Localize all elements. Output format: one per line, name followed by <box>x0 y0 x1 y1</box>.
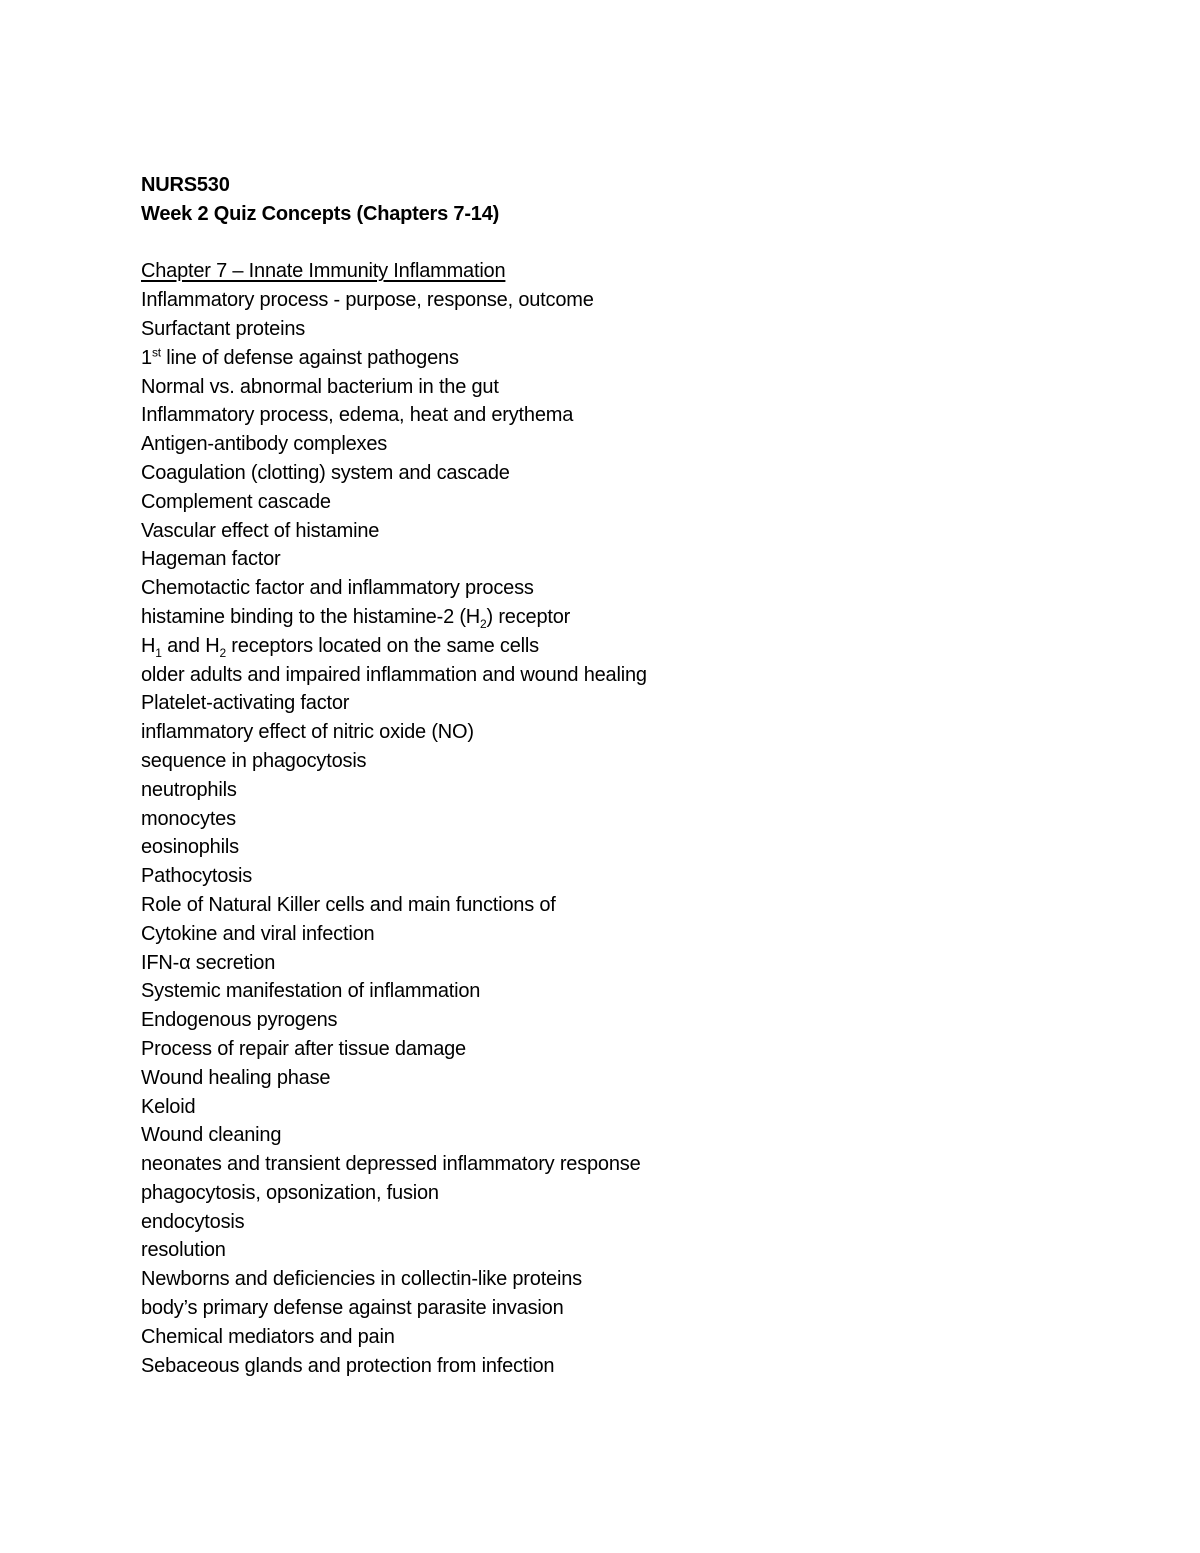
list-item: Newborns and deficiencies in collectin-like proteins <box>141 1268 582 1291</box>
list-item: Role of Natural Killer cells and main functions of <box>141 893 556 916</box>
list-item: Chemotactic factor and inflammatory process <box>141 577 534 600</box>
item-text: H <box>141 634 156 657</box>
list-item: eosinophils <box>141 836 239 859</box>
list-item: neutrophils <box>141 778 237 801</box>
item-text: line of defense against pathogens <box>160 346 459 369</box>
list-item: sequence in phagocytosis <box>141 749 367 772</box>
list-item: neonates and transient depressed inflammatory response <box>141 1153 641 1176</box>
list-item: Surfactant proteins <box>141 317 306 340</box>
subscript: 2 <box>480 616 487 631</box>
item-text: ) receptor <box>486 605 571 628</box>
list-item: Inflammatory process, edema, heat and erythema <box>141 404 574 427</box>
list-item: Pathocytosis <box>141 865 252 888</box>
item-text: and H <box>161 634 220 657</box>
list-item: Systemic manifestation of inflammation <box>141 980 481 1003</box>
list-item: inflammatory effect of nitric oxide (NO) <box>141 721 474 744</box>
list-item: Antigen-antibody complexes <box>141 433 388 456</box>
list-item: Chemical mediators and pain <box>141 1325 395 1348</box>
list-item: endocytosis <box>141 1210 245 1233</box>
subscript: 2 <box>219 645 226 660</box>
subscript: 1 <box>155 645 162 660</box>
item-text: receptors located on the same cells <box>225 634 539 657</box>
list-item: Complement cascade <box>141 490 331 513</box>
list-item: Vascular effect of histamine <box>141 519 380 542</box>
list-item: phagocytosis, opsonization, fusion <box>141 1181 439 1204</box>
list-item <box>141 603 1121 632</box>
chapter-heading: Chapter 7 – Innate Immunity Inflammation <box>141 260 506 283</box>
list-item: Keloid <box>141 1095 196 1118</box>
list-item: body’s primary defense against parasite invasion <box>141 1297 564 1320</box>
spacer <box>141 229 1121 258</box>
list-item: Endogenous pyrogens <box>141 1009 338 1032</box>
list-item: Cytokine and viral infection <box>141 922 375 945</box>
list-item: Sebaceous glands and protection from infection <box>141 1354 555 1377</box>
list-item <box>141 344 1121 373</box>
ordinal-suffix: st <box>151 345 161 360</box>
document-page <box>141 171 1121 1380</box>
list-item: resolution <box>141 1239 226 1262</box>
course-code: NURS530 <box>141 174 230 196</box>
concept-list <box>141 286 1121 1380</box>
list-item: Coagulation (clotting) system and cascade <box>141 461 510 484</box>
list-item: IFN-α secretion <box>141 951 276 974</box>
list-item: Wound healing phase <box>141 1066 331 1089</box>
list-item: monocytes <box>141 807 236 830</box>
list-item: Platelet-activating factor <box>141 692 350 715</box>
list-item <box>141 632 1121 661</box>
list-item: Hageman factor <box>141 548 281 571</box>
quiz-title: Week 2 Quiz Concepts (Chapters 7-14) <box>141 202 500 225</box>
list-item: Normal vs. abnormal bacterium in the gut <box>141 375 499 398</box>
list-item: Wound cleaning <box>141 1124 282 1147</box>
list-item: Inflammatory process - purpose, response, outcome <box>141 289 594 312</box>
list-item: Process of repair after tissue damage <box>141 1037 466 1060</box>
item-text: histamine binding to the histamine-2 (H <box>141 605 481 628</box>
list-item: older adults and impaired inflammation and wound healing <box>141 663 647 686</box>
ordinal-number: 1 <box>141 346 152 369</box>
